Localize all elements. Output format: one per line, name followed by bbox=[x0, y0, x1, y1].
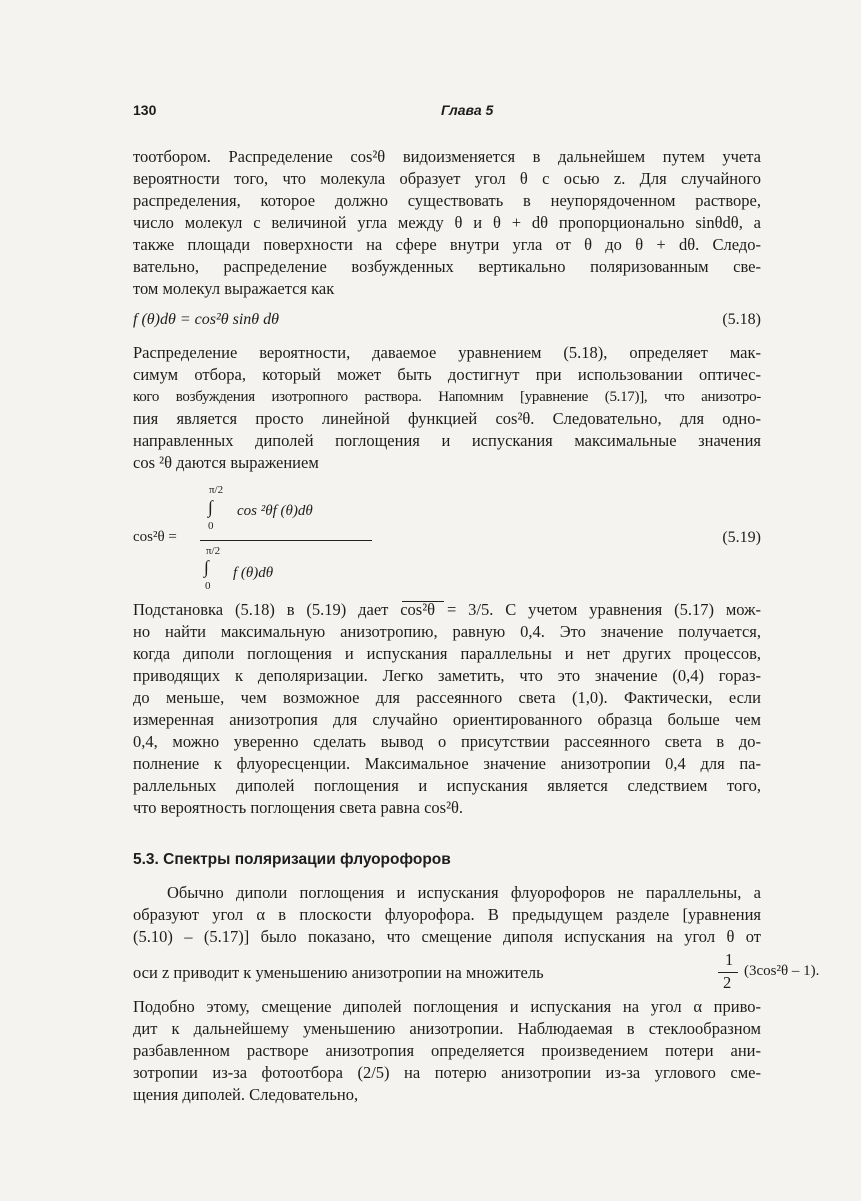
paragraph-4 bbox=[133, 882, 761, 948]
text-line: также площади поверхности на сфере внутри угла от θ до θ + dθ. Следо- bbox=[133, 235, 761, 254]
text-line: когда диполи поглощения и испускания параллельны и нет других процессов, bbox=[133, 644, 761, 663]
section-heading: 5.3. Спектры поляризации флуорофоров bbox=[133, 851, 451, 868]
paragraph-3 bbox=[133, 599, 761, 819]
text-line: 0,4, можно уверенно сделать вывод о присутствии рассеянного света в до- bbox=[133, 732, 761, 751]
text-line: пия является просто линейной функцией cos²θ. Следовательно, для одно- bbox=[133, 409, 761, 428]
text-line: Подстановка (5.18) в (5.19) дает cos²θ = 3/5. С учетом уравнения (5.17) мож- bbox=[133, 600, 761, 619]
text-line: щения диполей. Следовательно, bbox=[133, 1085, 359, 1104]
fraction-numerator: 1 bbox=[725, 950, 734, 969]
equation-5-18 bbox=[133, 311, 761, 329]
text-line: что вероятность поглощения света равна cos²θ. bbox=[133, 798, 464, 817]
text-line: вероятности того, что молекула образует угол θ с осью z. Для случайного bbox=[133, 169, 761, 188]
text-line: приводящих к деполяризации. Легко заметить, что это значение (0,4) гораз- bbox=[133, 666, 761, 685]
text-line: Обычно диполи поглощения и испускания флуорофоров не параллельны, а bbox=[167, 883, 761, 902]
text-line: измеренная анизотропия для случайно ориентированного образца больше чем bbox=[133, 710, 761, 729]
chapter-title: Глава 5 bbox=[441, 102, 494, 118]
equation-number: (5.18) bbox=[722, 311, 761, 328]
text-line: симум отбора, который может быть достигнут при использовании оптичес- bbox=[133, 365, 761, 384]
equation-number: (5.19) bbox=[722, 529, 761, 546]
text-line: Распределение вероятности, даваемое уравнением (5.18), определяет мак- bbox=[133, 343, 761, 362]
fraction-text-line bbox=[133, 950, 820, 994]
numerator: cos ²θf (θ)dθ bbox=[237, 503, 313, 519]
text-line: том молекул выражается как bbox=[133, 279, 335, 298]
text-line: (5.10) – (5.17)] было показано, что смещение диполя испускания на угол θ от bbox=[133, 927, 761, 946]
paragraph-2 bbox=[133, 342, 761, 474]
text-line: разбавленном растворе анизотропия определяется произведением потери ани- bbox=[133, 1041, 761, 1060]
text-line: распределения, которое должно существовать в неупорядоченном растворе, bbox=[133, 191, 761, 210]
equation-lhs: cos²θ = bbox=[133, 529, 177, 545]
text-line: дит к дальнейшему уменьшению анизотропии. Наблюдаемая в стеклообразном bbox=[133, 1019, 761, 1038]
text-line: но найти максимальную анизотропию, равную 0,4. Это значение получается, bbox=[133, 622, 761, 641]
upper-limit: π/2 bbox=[209, 484, 224, 496]
integral-sign: ∫ bbox=[204, 557, 209, 577]
text-line: тоотбором. Распределение cos²θ видоизменяется в дальнейшем путем учета bbox=[133, 147, 761, 166]
page-number: 130 bbox=[133, 102, 157, 118]
text-line: образуют угол α в плоскости флуорофора. В предыдущем разделе [уравнения bbox=[133, 905, 761, 924]
overline-mark bbox=[402, 601, 444, 602]
text-line: вательно, распределение возбужденных вертикально поляризованным све- bbox=[133, 257, 761, 276]
lower-limit: 0 bbox=[208, 520, 214, 532]
text-line: зотропии из-за фотоотбора (2/5) на потерю анизотропии из-за углового сме- bbox=[133, 1063, 761, 1082]
text-line: до меньше, чем возможное для рассеянного света (1,0). Фактически, если bbox=[133, 688, 761, 707]
text-line: кого возбуждения изотропного раствора. Напомним [уравнение (5.17)], что анизотро- bbox=[133, 389, 761, 405]
text-segment: оси z приводит к уменьшению анизотропии на множитель bbox=[133, 963, 544, 982]
text-line: cos ²θ даются выражением bbox=[133, 453, 319, 472]
text-line: число молекул с величиной угла между θ и θ + dθ пропорционально sinθdθ, а bbox=[133, 213, 761, 232]
upper-limit: π/2 bbox=[206, 545, 221, 557]
fraction-denominator: 2 bbox=[723, 973, 732, 992]
text-line: полнение к флуоресценции. Максимальное значение анизотропии 0,4 для па- bbox=[133, 754, 761, 773]
denominator: f (θ)dθ bbox=[233, 565, 274, 581]
text-line: раллельных диполей поглощения и испускания является следствием того, bbox=[133, 776, 761, 795]
text-line: направленных диполей поглощения и испускания максимальные значения bbox=[133, 431, 761, 450]
equation-formula: f (θ)dθ = cos²θ sinθ dθ bbox=[133, 311, 279, 328]
paragraph-5 bbox=[133, 996, 761, 1106]
fraction-bar bbox=[200, 540, 372, 541]
lower-limit: 0 bbox=[205, 580, 211, 592]
integral-sign: ∫ bbox=[208, 497, 213, 517]
text-line: Подобно этому, смещение диполей поглощения и испускания на угол α приво- bbox=[133, 997, 761, 1016]
text-segment: (3cos²θ – 1). bbox=[744, 963, 820, 979]
paragraph-1 bbox=[133, 146, 761, 300]
equation-5-19 bbox=[133, 483, 761, 593]
